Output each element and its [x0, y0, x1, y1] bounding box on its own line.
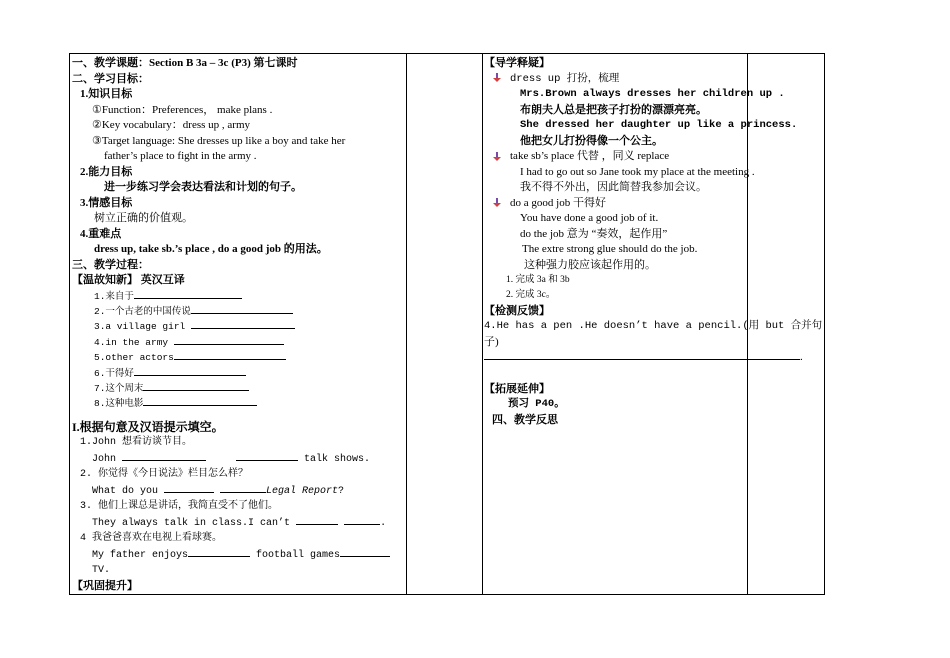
question-3-blank: They always talk in class.I can’t . [72, 515, 406, 532]
consolidation-heading: 【巩固提升】 [72, 579, 138, 592]
knowledge-heading: 1.知识目标 [80, 88, 133, 100]
question-3: 3. 他们上课总是讲话，我简直受不了他们。 [80, 501, 279, 513]
lesson-title: 一、教学课题：Section B 3a – 3c (P3) 第七课时 [72, 57, 298, 69]
point-dress-up: dress up 打扮，梳理 [484, 72, 826, 88]
vocab-item: 5.other actors [72, 350, 406, 365]
example-5: The extre strong glue should do the job. [522, 243, 698, 255]
emotion-text: 树立正确的价值观。 [94, 212, 193, 224]
vocab-item: 4.in the army [72, 335, 406, 350]
ability-text: 进一步练习学会表达看法和计划的句子。 [104, 181, 302, 193]
vocab-item: 6.干得好 [72, 366, 406, 381]
emotion-heading: 3.情感目标 [80, 196, 133, 209]
question-1: 1.John 想看访谈节目。 [80, 437, 193, 449]
target-language-line-2: father’s place to fight in the army . [104, 150, 257, 162]
ability-heading: 2.能力目标 [80, 165, 133, 178]
lesson-plan-table [69, 53, 825, 595]
function-line: ①Function：Preferences， make plans . [92, 103, 273, 116]
translation-3: 我不得不外出，因此简替我参加会议。 [520, 181, 707, 193]
example-1: Mrs.Brown always dresses her children up . [520, 88, 785, 100]
vocabulary-line: ②Key vocabulary：dress up , army [92, 119, 251, 131]
key-points-text: dress up, take sb.’s place , do a good job 的用法。 [94, 243, 328, 255]
column-divider [406, 54, 407, 594]
guide-heading: 【导学释疑】 [484, 57, 550, 69]
point-take-place: take sb’s place 代替 ，同义 replace [484, 149, 826, 165]
vocab-item: 1.来自于 [72, 289, 406, 304]
example-2: She dressed her daughter up like a princess. [520, 119, 798, 131]
extension-heading: 【拓展延伸】 [484, 382, 550, 395]
right-column [484, 54, 826, 594]
task-1: 1. 完成 3a 和 3b [506, 275, 570, 285]
target-language-line: ③Target language: She dresses up like a boy and take her [92, 134, 346, 147]
feedback-heading: 【检测反馈】 [484, 304, 550, 317]
question-2: 2. 你觉得《今日说法》栏目怎么样？ [80, 469, 249, 481]
question-2-blank: What do you Legal Report? [72, 483, 406, 500]
review-heading: 【温故知新】 英汉互译 [72, 274, 185, 286]
question-4-end: TV. [92, 565, 111, 577]
reflection-heading: 四、教学反思 [492, 413, 558, 426]
translation-5: 这种强力胶应该起作用的。 [524, 258, 656, 271]
vocab-item: 3.a village girl [72, 319, 406, 334]
bullet-icon [492, 73, 502, 82]
example-3: I had to go out so Jane took my place at the meeting . [520, 165, 755, 178]
key-points-heading: 4.重难点 [80, 227, 122, 240]
example-4: You have done a good job of it. [520, 212, 659, 224]
do-the-job-line: do the job 意为 “奏效，起作用” [520, 227, 668, 240]
translation-2: 他把女儿打扮得像一个公主。 [520, 134, 663, 147]
task-2: 2. 完成 3c。 [506, 290, 556, 301]
goals-heading: 二、学习目标： [72, 72, 149, 85]
vocab-item: 7.这个周末 [72, 381, 406, 396]
preview-text: 预习 P40。 [508, 398, 565, 411]
process-heading: 三、教学过程： [72, 258, 149, 271]
bullet-icon [492, 198, 502, 207]
vocab-item: 2.一个古老的中国传说 [72, 304, 406, 319]
question-4: 4 我爸爸喜欢在电视上看球赛。 [80, 533, 223, 545]
point-good-job: do a good job 干得好 [484, 196, 826, 212]
translation-1: 布朗夫人总是把孩子打扮的漂漂亮亮。 [520, 103, 707, 116]
column-divider [482, 54, 483, 594]
answer-line: . [484, 350, 826, 366]
left-column [72, 54, 406, 594]
question-4-blank: My father enjoys football games [72, 547, 406, 564]
bullet-icon [492, 152, 502, 161]
feedback-question-2: 子) [484, 335, 499, 348]
feedback-question: 4.He has a pen .He doesn’t have a pencil.(用 but 合并句 [484, 320, 823, 333]
question-1-blank: John talk shows. [72, 451, 406, 468]
vocab-item: 8.这种电影 [72, 396, 406, 411]
exercise-heading: I.根据句意及汉语提示填空。 [72, 419, 224, 434]
